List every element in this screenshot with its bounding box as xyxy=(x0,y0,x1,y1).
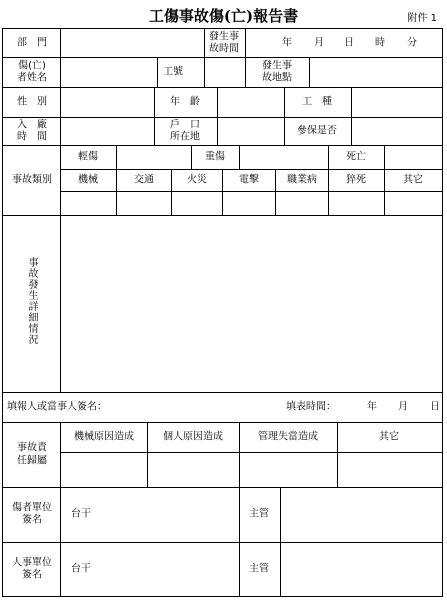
time-label-line1: 發生事 xyxy=(209,31,239,43)
dept-field[interactable] xyxy=(61,30,203,56)
household-field[interactable] xyxy=(218,118,283,144)
severity-minor: 輕傷 xyxy=(78,151,98,163)
resp-machine: 機械原因造成 xyxy=(74,431,134,443)
name-label-line1: 傷(亡) xyxy=(18,60,46,72)
name-label-line2: 者姓名 xyxy=(17,72,47,84)
col-divider xyxy=(328,145,329,169)
responsibility-label-line2: 任歸屬 xyxy=(17,455,47,467)
col-divider xyxy=(245,57,246,87)
unit-sign-label-line1: 傷者單位 xyxy=(12,502,52,514)
type-machine: 機械 xyxy=(78,174,98,186)
type-sudden-death: 猝死 xyxy=(346,174,366,186)
time-label-line2: 故時間 xyxy=(209,43,239,55)
gender-label: 性 別 xyxy=(17,96,47,108)
time-month: 月 xyxy=(314,37,324,49)
category-label: 事故類別 xyxy=(12,174,52,186)
place-label-line1: 發生事 xyxy=(262,60,292,72)
type-traffic: 交通 xyxy=(134,174,154,186)
age-field[interactable] xyxy=(218,88,283,116)
col-divider xyxy=(284,87,285,145)
type-check-row[interactable] xyxy=(61,192,442,214)
employee-no-field[interactable] xyxy=(205,58,244,86)
row-divider xyxy=(3,392,442,393)
annex-label: 附件 1 xyxy=(407,13,437,24)
fill-time-day: 日 xyxy=(430,401,440,413)
row-divider xyxy=(3,145,442,146)
hr-supervisor-signature-field[interactable] xyxy=(281,543,441,596)
col-divider xyxy=(157,57,158,87)
hr-supervisor-label: 主管 xyxy=(249,563,269,575)
age-label: 年 齡 xyxy=(170,96,200,108)
fill-time-month: 月 xyxy=(398,401,408,413)
unit-cadre-label: 台干 xyxy=(71,508,91,520)
name-field[interactable] xyxy=(61,58,156,86)
details-label: 事故發生詳細情況 xyxy=(26,257,37,345)
hire-date-field[interactable] xyxy=(61,118,153,144)
severity-serious: 重傷 xyxy=(205,151,225,163)
resp-other: 其它 xyxy=(379,431,399,443)
reporter-signature-field[interactable] xyxy=(113,394,278,421)
unit-supervisor-label: 主管 xyxy=(249,508,269,520)
hr-sign-label-line2: 簽名 xyxy=(22,569,42,581)
resp-personal: 個人原因造成 xyxy=(163,431,223,443)
hr-cadre-label: 台干 xyxy=(71,563,91,575)
severity-death: 死亡 xyxy=(346,151,366,163)
hire-label-line2: 時 間 xyxy=(17,131,47,143)
place-label-line2: 故地點 xyxy=(262,72,292,84)
time-minute: 分 xyxy=(407,37,417,49)
responsibility-label-line1: 事故責 xyxy=(17,442,47,454)
household-label-line1: 戶 口 xyxy=(170,119,200,131)
dept-label: 部 門 xyxy=(17,37,47,49)
unit-sign-label-line2: 簽名 xyxy=(22,514,42,526)
report-form xyxy=(2,28,443,597)
type-occupational: 職業病 xyxy=(287,174,317,186)
type-electric: 電擊 xyxy=(239,174,259,186)
severity-minor-field[interactable] xyxy=(117,146,190,168)
col-divider xyxy=(239,487,240,596)
job-field[interactable] xyxy=(352,88,441,116)
employee-no-label: 工號 xyxy=(163,66,183,78)
type-other: 其它 xyxy=(403,174,423,186)
form-title: 工傷事故傷(亡)報告書 xyxy=(148,7,299,25)
unit-supervisor-signature-field[interactable] xyxy=(281,488,441,541)
hire-label-line1: 入 廠 xyxy=(17,119,47,131)
insured-label: 參保是否 xyxy=(297,125,337,137)
col-divider xyxy=(154,87,155,145)
col-divider xyxy=(191,145,192,169)
type-fire: 火災 xyxy=(187,174,207,186)
reporter-label: 填報人或當事人簽名： xyxy=(7,401,107,413)
time-field[interactable] xyxy=(246,30,441,56)
household-label-line2: 所在地 xyxy=(170,131,200,143)
time-year: 年 xyxy=(282,37,292,49)
responsibility-check-row[interactable] xyxy=(61,453,442,486)
severity-serious-field[interactable] xyxy=(240,146,327,168)
insured-field[interactable] xyxy=(352,118,441,144)
time-hour: 時 xyxy=(375,37,385,49)
place-field[interactable] xyxy=(310,58,441,86)
gender-field[interactable] xyxy=(61,88,153,116)
job-label: 工 種 xyxy=(302,96,332,108)
unit-cadre-signature-field[interactable] xyxy=(93,488,238,541)
fill-time-label: 填表時間： xyxy=(286,401,336,413)
time-day: 日 xyxy=(344,37,354,49)
resp-management: 管理失當造成 xyxy=(258,431,318,443)
fill-time-year: 年 xyxy=(367,401,377,413)
col-divider xyxy=(60,422,61,596)
row-divider xyxy=(3,422,442,423)
details-field[interactable] xyxy=(61,216,441,391)
hr-cadre-signature-field[interactable] xyxy=(93,543,238,596)
severity-death-field[interactable] xyxy=(385,146,441,168)
hr-sign-label-line1: 人事單位 xyxy=(12,557,52,569)
